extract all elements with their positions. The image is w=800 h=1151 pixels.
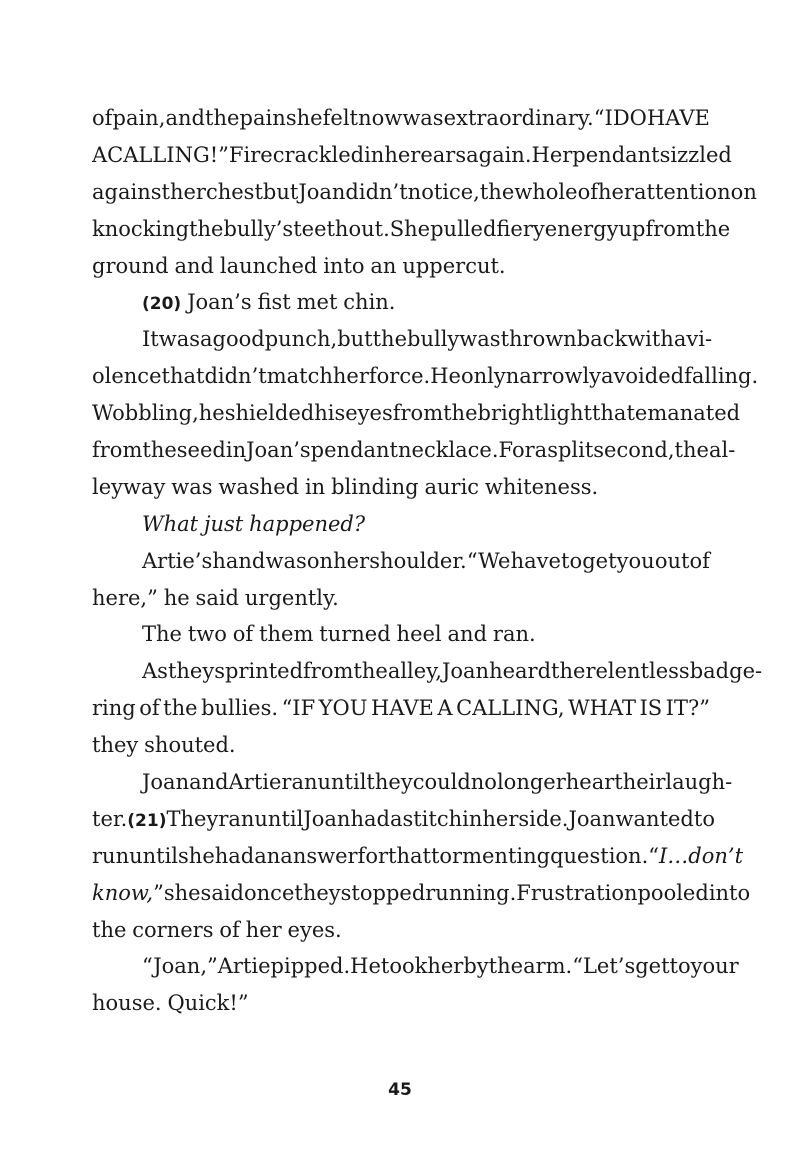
word: had	[214, 843, 255, 868]
word: of	[689, 548, 710, 573]
word: could	[412, 770, 471, 795]
word: met	[296, 290, 338, 315]
text-line	[92, 616, 710, 653]
word: Joan	[441, 659, 490, 684]
word: her	[245, 917, 282, 942]
word: HAVE	[646, 106, 710, 130]
word: bright	[477, 401, 544, 426]
word: hear	[565, 770, 615, 795]
text-line	[92, 580, 710, 617]
word: What	[142, 511, 199, 536]
word: badge-	[689, 659, 763, 684]
word: the	[205, 106, 240, 130]
word: and	[189, 770, 229, 795]
word: by	[463, 954, 489, 979]
word: against	[92, 179, 170, 204]
word: vi-	[686, 327, 713, 352]
word: urgently.	[244, 585, 339, 610]
text-line	[92, 137, 732, 174]
word: ears	[420, 142, 467, 167]
word: of	[139, 696, 160, 721]
word: into	[708, 880, 751, 905]
text-line	[92, 948, 739, 985]
word: (20)	[142, 294, 182, 315]
word: on	[730, 179, 757, 204]
text-line	[92, 690, 710, 727]
word: two	[187, 622, 227, 647]
word: Joan	[298, 179, 346, 204]
word: Artie	[228, 770, 282, 795]
word: them	[259, 622, 314, 647]
text-line	[92, 506, 710, 543]
text-line	[92, 395, 741, 432]
word: Joan	[303, 806, 351, 831]
word: run	[92, 843, 130, 868]
word: bully	[407, 327, 460, 352]
word: just	[203, 511, 244, 536]
word: narrowly	[505, 364, 602, 389]
word: “I	[593, 106, 613, 130]
word: to	[561, 548, 583, 573]
word: necklace.	[398, 438, 499, 463]
word: from	[92, 438, 143, 463]
word: YOU	[318, 696, 368, 721]
word: pulled	[430, 216, 497, 241]
word: happened?	[249, 511, 366, 536]
word: sizzled	[659, 142, 732, 167]
word: a	[673, 327, 687, 352]
word: turned	[319, 622, 391, 647]
word: good	[212, 327, 265, 352]
word: from	[645, 216, 696, 241]
word: “Let’s	[572, 954, 636, 979]
word: ground	[92, 253, 169, 278]
word: As	[142, 659, 168, 684]
word: For	[498, 438, 535, 463]
word: shoulder.	[369, 548, 467, 573]
word: A	[437, 696, 453, 721]
word: It	[142, 327, 159, 352]
word: again.	[466, 142, 532, 167]
word: she	[178, 843, 215, 868]
word: into	[323, 253, 365, 278]
word: the	[189, 216, 224, 241]
word: alley,	[387, 659, 442, 684]
text-line	[92, 543, 710, 580]
word: sprinted	[214, 659, 304, 684]
word: running.	[425, 880, 517, 905]
word: until	[129, 843, 179, 868]
word: punch,	[264, 327, 338, 352]
word: for	[357, 843, 389, 868]
word: light	[543, 401, 592, 426]
word: Artie’s	[142, 548, 213, 573]
word: had	[350, 806, 390, 831]
word: seed	[176, 438, 226, 463]
text-line	[92, 838, 744, 875]
word: He	[350, 954, 381, 979]
word: the	[372, 327, 408, 352]
word: was	[402, 106, 444, 130]
word: “IF	[281, 696, 316, 721]
word: pipped.	[270, 954, 351, 979]
text-line	[92, 358, 759, 395]
word: have	[510, 548, 561, 573]
word: emanated	[634, 401, 741, 426]
word: the	[551, 659, 586, 684]
word: didn’t	[204, 364, 267, 389]
word: CALLING,	[456, 696, 565, 721]
word: whole	[514, 179, 578, 204]
word: Quick!”	[167, 991, 249, 1016]
word: bullies.	[201, 696, 279, 721]
word: Joan	[568, 806, 616, 831]
word: in	[304, 474, 326, 499]
word: they	[92, 733, 139, 758]
word: her	[169, 179, 206, 204]
word: force.	[368, 364, 431, 389]
word: was	[459, 327, 501, 352]
text-line	[92, 284, 710, 321]
word: her	[427, 954, 464, 979]
word: she	[163, 880, 201, 905]
word: on	[306, 548, 334, 573]
word: his	[314, 401, 346, 426]
text-line	[92, 248, 710, 285]
word: out	[654, 548, 690, 573]
word: IS	[639, 696, 663, 721]
word: the	[142, 438, 177, 463]
word: said	[195, 585, 240, 610]
word: She	[389, 216, 431, 241]
word: only	[460, 364, 506, 389]
word: He	[430, 364, 461, 389]
word: chin.	[343, 290, 396, 315]
word: said	[200, 880, 245, 905]
word: corners	[132, 917, 214, 942]
word: extraordinary.	[443, 106, 594, 130]
word: her	[482, 806, 519, 831]
word: was	[171, 474, 213, 499]
word: back	[576, 327, 628, 352]
text-line	[92, 912, 710, 949]
word: uppercut.	[402, 253, 506, 278]
text-line	[92, 875, 751, 912]
text-line	[92, 653, 763, 690]
word: attention	[633, 179, 731, 204]
word: whiteness.	[484, 474, 599, 499]
word: your	[690, 954, 739, 979]
word: ran	[281, 770, 318, 795]
word: the	[479, 179, 515, 204]
word: the	[353, 659, 388, 684]
word: he	[163, 585, 190, 610]
word: no	[470, 770, 497, 795]
word: side.	[518, 806, 569, 831]
word: of	[232, 622, 254, 647]
word: they	[294, 880, 341, 905]
word: “Joan,”	[142, 954, 218, 979]
word: avoided	[601, 364, 685, 389]
word: answer	[280, 843, 358, 868]
text-line	[92, 174, 757, 211]
word: the	[443, 401, 478, 426]
word: the	[488, 954, 524, 979]
text-line	[92, 469, 710, 506]
word: that	[591, 401, 635, 426]
word: Wobbling,	[92, 401, 199, 426]
word: Fire	[228, 142, 273, 167]
word: a	[200, 327, 213, 352]
word: tormenting	[430, 843, 551, 868]
word: know,”	[92, 880, 164, 905]
word: her	[332, 364, 369, 389]
page-number: 45	[388, 1080, 412, 1100]
word: pooled	[637, 880, 709, 905]
word: in	[462, 806, 483, 831]
word: bully’s	[223, 216, 294, 241]
word: al-	[708, 438, 736, 463]
text-line	[92, 727, 710, 764]
word: olence	[92, 364, 162, 389]
text-line	[92, 211, 731, 248]
word: of	[577, 179, 598, 204]
word: thrown	[500, 327, 577, 352]
word: They	[166, 806, 219, 831]
word: split	[547, 438, 594, 463]
word: pendant	[572, 142, 660, 167]
word: to	[693, 806, 715, 831]
word: heel	[396, 622, 442, 647]
word: the	[163, 696, 198, 721]
word: took	[380, 954, 428, 979]
word: pain	[239, 106, 286, 130]
word: Her	[531, 142, 573, 167]
word: launched	[219, 253, 318, 278]
word: ran.	[492, 622, 536, 647]
word: she	[285, 106, 323, 130]
word: heard	[489, 659, 552, 684]
word: Artie	[217, 954, 271, 979]
word: stopped	[340, 880, 426, 905]
word: longer	[496, 770, 566, 795]
word: wanted	[615, 806, 694, 831]
word: they	[167, 659, 215, 684]
word: until	[317, 770, 367, 795]
word: knocking	[92, 216, 190, 241]
word: WHAT	[568, 696, 636, 721]
word: to	[669, 954, 691, 979]
word: shielded	[224, 401, 315, 426]
word: eyes	[345, 401, 393, 426]
word: (21)	[127, 810, 167, 831]
word: Frustration	[516, 880, 638, 905]
text-line	[92, 100, 710, 137]
text-line	[92, 764, 733, 801]
word: out.	[348, 216, 390, 241]
word: eyes.	[287, 917, 342, 942]
word: pain,	[112, 106, 166, 130]
word: crackled	[272, 142, 365, 167]
word: The	[142, 622, 182, 647]
word: fiery	[496, 216, 545, 241]
word: HAVE	[370, 696, 434, 721]
word: leyway	[92, 474, 166, 499]
word: “	[648, 843, 659, 868]
word: and	[165, 106, 205, 130]
word: chest	[205, 179, 263, 204]
word: but	[337, 327, 373, 352]
word: pendant	[310, 438, 398, 463]
word: I…don’t	[659, 843, 744, 868]
text-line	[92, 321, 713, 358]
word: falling.	[684, 364, 759, 389]
text-line	[92, 432, 736, 469]
word: you	[616, 548, 655, 573]
word: house.	[92, 991, 162, 1016]
word: up	[618, 216, 646, 241]
word: felt	[322, 106, 358, 130]
word: that	[161, 364, 205, 389]
word: their	[614, 770, 666, 795]
word: the	[674, 438, 709, 463]
word: shouted.	[144, 733, 236, 758]
word: get	[582, 548, 617, 573]
word: get	[635, 954, 670, 979]
word: once	[244, 880, 295, 905]
word: now	[358, 106, 403, 130]
word: in	[364, 142, 385, 167]
word: of	[219, 917, 240, 942]
word: ran	[218, 806, 255, 831]
word: her	[384, 142, 421, 167]
text-line	[92, 985, 710, 1022]
word: notice,	[407, 179, 480, 204]
word: IT?”	[665, 696, 710, 721]
word: stitch	[402, 806, 463, 831]
word: “We	[466, 548, 511, 573]
word: Joan’s	[246, 438, 311, 463]
word: energy	[544, 216, 619, 241]
word: CALLING!”	[107, 142, 229, 167]
word: of	[92, 106, 113, 130]
word: second,	[593, 438, 675, 463]
word: didn’t	[345, 179, 408, 204]
word: he	[198, 401, 225, 426]
word: in	[225, 438, 247, 463]
word: was	[265, 548, 307, 573]
word: arm.	[523, 954, 573, 979]
word: ring	[92, 696, 136, 721]
word: match	[266, 364, 333, 389]
word: the	[92, 917, 127, 942]
word: from	[303, 659, 354, 684]
word: a	[389, 806, 403, 831]
word: with	[627, 327, 674, 352]
word: teeth	[293, 216, 349, 241]
word: an	[254, 843, 281, 868]
word: the	[695, 216, 731, 241]
body-text	[92, 100, 763, 1022]
word: washed	[218, 474, 300, 499]
word: A	[92, 142, 108, 167]
word: DO	[612, 106, 647, 130]
word: that	[388, 843, 431, 868]
word: and	[447, 622, 488, 647]
word: was	[158, 327, 201, 352]
word: auric	[424, 474, 480, 499]
word: question.	[550, 843, 649, 868]
word: hand	[212, 548, 266, 573]
word: Joan’s	[187, 290, 252, 315]
word: they	[366, 770, 413, 795]
word: and	[174, 253, 214, 278]
word: ter.	[92, 806, 128, 831]
word: an	[370, 253, 397, 278]
word: Joan	[142, 770, 190, 795]
word: laugh-	[665, 770, 733, 795]
word: blinding	[331, 474, 419, 499]
word: but	[262, 179, 299, 204]
text-line	[92, 801, 715, 838]
word: relentless	[585, 659, 690, 684]
word: here,”	[92, 585, 158, 610]
word: her	[597, 179, 634, 204]
word: her	[333, 548, 370, 573]
word: a	[534, 438, 548, 463]
word: fist	[257, 290, 291, 315]
word: until	[254, 806, 304, 831]
word: from	[392, 401, 444, 426]
